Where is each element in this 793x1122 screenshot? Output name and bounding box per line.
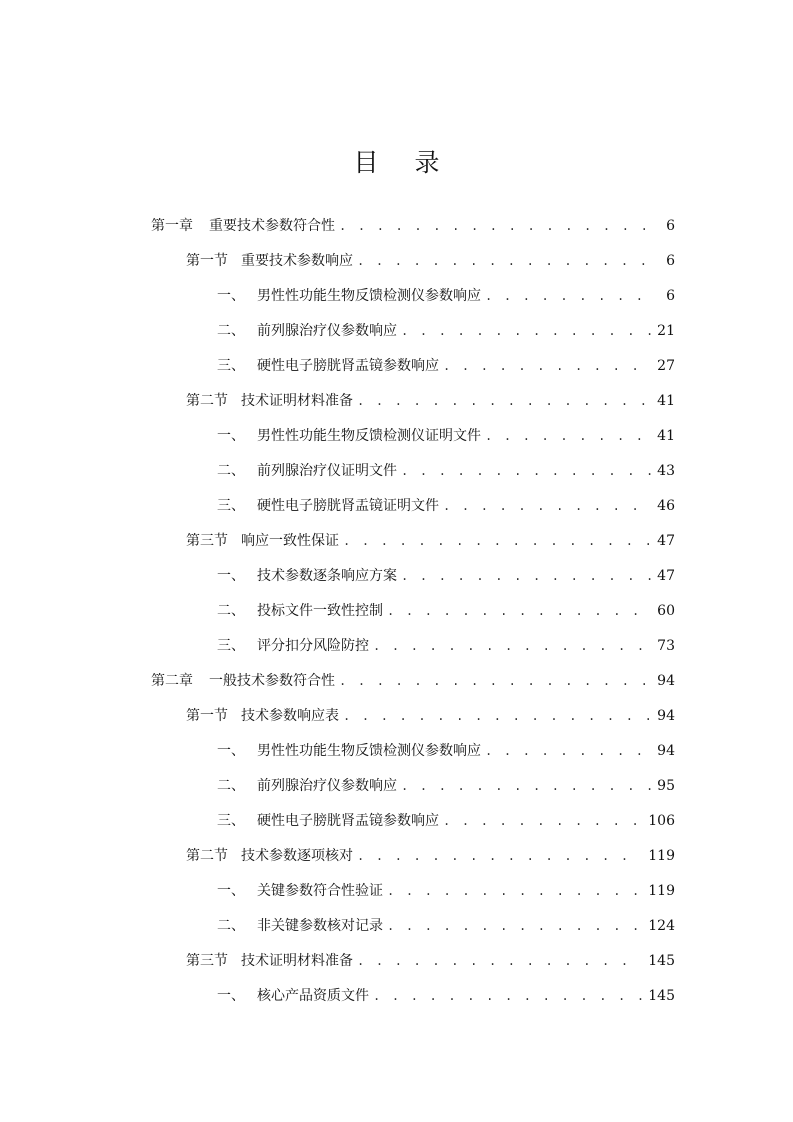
toc-entry-title: 非关键参数核对记录 <box>257 918 383 934</box>
toc-entry-number: 二、 <box>217 323 245 339</box>
toc-entry[interactable] <box>217 775 675 797</box>
toc-entry-page: 41 <box>657 428 675 444</box>
toc-entry-title: 技术证明材料准备 <box>241 393 353 409</box>
toc-entry-page: 41 <box>657 393 675 409</box>
toc-entry-title: 技术参数逐条响应方案 <box>257 568 397 584</box>
toc-entry[interactable] <box>217 355 675 377</box>
toc-leader-dots <box>401 565 651 587</box>
toc-leader-dots <box>387 915 642 937</box>
toc-entry[interactable] <box>217 425 675 447</box>
toc-entry[interactable] <box>217 495 675 517</box>
toc-leader-dots <box>343 705 651 727</box>
toc-leader-dots <box>387 880 642 902</box>
toc-entry-title: 一般技术参数符合性 <box>209 673 335 689</box>
toc-entry-number: 第二章 <box>151 673 193 689</box>
toc-entry-title: 技术参数响应表 <box>241 708 339 724</box>
toc-leader-dots <box>443 355 651 377</box>
toc-entry-number: 二、 <box>217 463 245 479</box>
toc-entry-number: 第一章 <box>151 218 193 234</box>
toc-entry[interactable] <box>217 320 675 342</box>
toc-leader-dots <box>373 985 642 1007</box>
toc-entry[interactable] <box>217 285 675 307</box>
toc-entry-title: 男性性功能生物反馈检测仪参数响应 <box>257 288 481 304</box>
toc-entry-page: 46 <box>657 498 675 514</box>
toc-entry-page: 6 <box>666 218 675 234</box>
toc-entry[interactable] <box>217 460 675 482</box>
toc-leader-dots <box>401 460 651 482</box>
toc-entry[interactable] <box>186 530 675 552</box>
toc-entry-title: 关键参数符合性验证 <box>257 883 383 899</box>
toc-leader-dots <box>485 740 651 762</box>
toc-entry[interactable] <box>217 985 675 1007</box>
toc-leader-dots <box>443 810 642 832</box>
toc-entry-title: 男性性功能生物反馈检测仪参数响应 <box>257 743 481 759</box>
toc-entry-number: 一、 <box>217 743 245 759</box>
toc-entry-page: 60 <box>657 603 675 619</box>
toc-entry-page: 94 <box>657 708 675 724</box>
toc-entry-page: 6 <box>666 253 675 269</box>
toc-entry-number: 三、 <box>217 813 245 829</box>
toc-entry-number: 三、 <box>217 498 245 514</box>
toc-entry[interactable] <box>151 215 675 237</box>
toc-entry-title: 技术证明材料准备 <box>241 953 353 969</box>
toc-entry-page: 73 <box>657 638 675 654</box>
toc-entry-number: 二、 <box>217 778 245 794</box>
toc-entry-title: 前列腺治疗仪参数响应 <box>257 778 397 794</box>
toc-entry-number: 二、 <box>217 603 245 619</box>
toc-entry[interactable] <box>186 705 675 727</box>
toc-leader-dots <box>357 250 655 272</box>
toc-entry-number: 一、 <box>217 428 245 444</box>
toc-leader-dots <box>357 390 651 412</box>
toc-entry-title: 评分扣分风险防控 <box>257 638 369 654</box>
toc-entry-title: 硬性电子膀胱肾盂镜参数响应 <box>257 813 439 829</box>
toc-leader-dots <box>401 775 651 797</box>
toc-entry-title: 重要技术参数符合性 <box>209 218 335 234</box>
toc-leader-dots <box>443 495 651 517</box>
toc-leader-dots <box>485 425 651 447</box>
toc-entry[interactable] <box>217 600 675 622</box>
toc-entry-number: 二、 <box>217 918 245 934</box>
toc-entry-number: 第一节 <box>186 253 228 269</box>
toc-entry-number: 第三节 <box>186 953 228 969</box>
toc-leader-dots <box>485 285 655 307</box>
toc-entry-page: 95 <box>657 778 675 794</box>
toc-entry-page: 21 <box>657 323 675 339</box>
toc-leader-dots <box>373 635 651 657</box>
toc-entry[interactable] <box>217 635 675 657</box>
toc-entry-title: 核心产品资质文件 <box>257 988 369 1004</box>
toc-entry-number: 一、 <box>217 568 245 584</box>
toc-leader-dots <box>339 215 655 237</box>
toc-entry-title: 投标文件一致性控制 <box>257 603 383 619</box>
toc-entry-page: 119 <box>648 883 675 899</box>
toc-entry-page: 124 <box>648 918 675 934</box>
toc-entry[interactable] <box>217 565 675 587</box>
toc-leader-dots <box>357 845 642 867</box>
toc-entry-number: 三、 <box>217 358 245 374</box>
toc-entry[interactable] <box>186 950 675 972</box>
toc-leader-dots <box>339 670 651 692</box>
toc-entry-number: 三、 <box>217 638 245 654</box>
toc-leader-dots <box>401 320 651 342</box>
toc-entry[interactable] <box>217 880 675 902</box>
toc-entry-number: 第二节 <box>186 393 228 409</box>
toc-entry-number: 第三节 <box>186 533 228 549</box>
toc-entry-number: 一、 <box>217 988 245 1004</box>
toc-entry-page: 43 <box>657 463 675 479</box>
toc-entry-title: 技术参数逐项核对 <box>241 848 353 864</box>
toc-entry-page: 94 <box>657 673 675 689</box>
toc-entry[interactable] <box>186 390 675 412</box>
toc-entry-title: 前列腺治疗仪证明文件 <box>257 463 397 479</box>
toc-entry-page: 47 <box>657 533 675 549</box>
toc-entry-page: 6 <box>666 288 675 304</box>
toc-title: 目 录 <box>353 148 454 177</box>
toc-entry-page: 47 <box>657 568 675 584</box>
toc-entry[interactable] <box>217 740 675 762</box>
toc-entry[interactable] <box>186 250 675 272</box>
toc-entry[interactable] <box>186 845 675 867</box>
toc-entry-page: 106 <box>648 813 675 829</box>
toc-leader-dots <box>387 600 651 622</box>
toc-entry-page: 119 <box>648 848 675 864</box>
toc-entry-number: 第一节 <box>186 708 228 724</box>
toc-entry[interactable] <box>217 915 675 937</box>
toc-entry-number: 第二节 <box>186 848 228 864</box>
toc-entry-title: 响应一致性保证 <box>241 533 339 549</box>
toc-entry-title: 硬性电子膀胱肾盂镜证明文件 <box>257 498 439 514</box>
toc-entry-number: 一、 <box>217 288 245 304</box>
toc-entry-page: 94 <box>657 743 675 759</box>
toc-entry-page: 145 <box>648 953 675 969</box>
toc-entry-page: 27 <box>657 358 675 374</box>
toc-leader-dots <box>343 530 651 552</box>
toc-entry[interactable] <box>217 810 675 832</box>
toc-entry[interactable] <box>151 670 675 692</box>
toc-entry-title: 前列腺治疗仪参数响应 <box>257 323 397 339</box>
toc-entry-title: 重要技术参数响应 <box>241 253 353 269</box>
toc-entry-number: 一、 <box>217 883 245 899</box>
toc-entry-title: 男性性功能生物反馈检测仪证明文件 <box>257 428 481 444</box>
toc-leader-dots <box>357 950 642 972</box>
toc-entry-title: 硬性电子膀胱肾盂镜参数响应 <box>257 358 439 374</box>
toc-entry-page: 145 <box>648 988 675 1004</box>
